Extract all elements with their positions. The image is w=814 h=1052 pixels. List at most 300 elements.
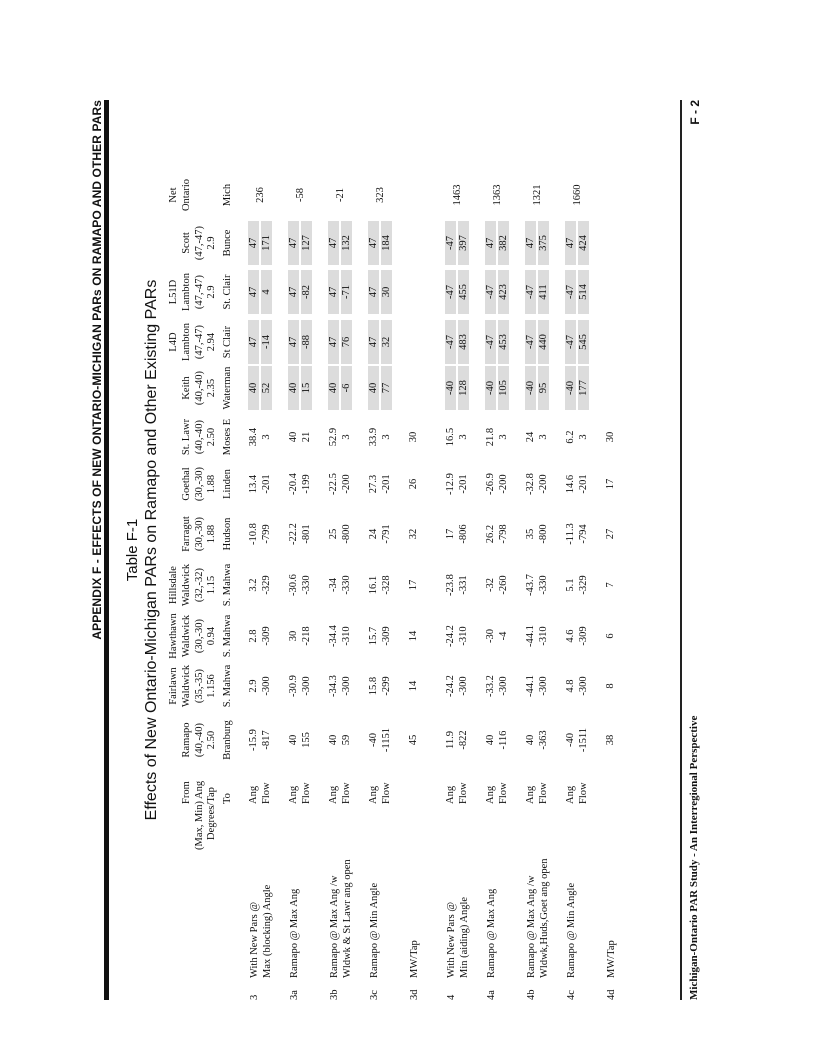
cell-flow: 424 — [578, 221, 589, 265]
cell-flow: -6 — [341, 366, 352, 410]
row-number: 3 — [249, 994, 260, 1000]
cell-flow: -799 — [261, 524, 272, 544]
cell-flow: -300 — [261, 676, 272, 696]
cell-angle: 47 — [248, 221, 259, 265]
cell-angle: -22.5 — [328, 473, 339, 495]
cell-angle: 47 — [368, 270, 379, 314]
column-header-line2: Farragut — [181, 516, 192, 552]
cell-flow: -309 — [578, 626, 589, 646]
cell-flow: 177 — [578, 366, 589, 410]
cell-angle: 8 — [605, 683, 616, 689]
cell-flow: 59 — [341, 734, 352, 746]
row-number: 3a — [289, 990, 300, 1000]
cell-angle: 33.9 — [368, 427, 379, 447]
cell-angle: 47 — [485, 221, 496, 265]
cell-angle: -47 — [565, 270, 576, 314]
column-header-to: Waterman — [222, 366, 233, 410]
row-label — [605, 940, 631, 1000]
column-header-line2: Waldwick — [181, 664, 192, 708]
cell-flow: 455 — [458, 270, 469, 314]
cell-angle: -40 — [565, 366, 576, 410]
cell-angle: 35 — [525, 528, 536, 540]
cell-flow: 128 — [458, 366, 469, 410]
cell-flow: 483 — [458, 320, 469, 364]
row-label — [248, 885, 274, 1000]
cell-flow: -201 — [578, 474, 589, 494]
cell-angle: 40 — [248, 366, 259, 410]
cell-angle: 14 — [408, 680, 419, 692]
cell-angle: 17 — [445, 528, 456, 540]
cell-angle: -47 — [565, 320, 576, 364]
column-header-range: (47,-47) — [194, 274, 205, 310]
row-type-flow: Flow — [498, 782, 509, 804]
row-type-ang: Ang — [565, 785, 576, 804]
cell-angle: 40 — [288, 734, 299, 746]
cell-flow: -1511 — [578, 727, 589, 753]
cell-flow: -363 — [538, 730, 549, 750]
cell-flow: 375 — [538, 221, 549, 265]
row-type-ang: Ang — [368, 785, 379, 804]
column-header-line2: Waldwick — [181, 614, 192, 658]
cell-flow: 171 — [261, 221, 272, 265]
stub-from: From — [181, 781, 192, 804]
cell-angle: 47 — [565, 221, 576, 265]
cell-angle: 47 — [248, 270, 259, 314]
cell-angle: -20.4 — [288, 473, 299, 495]
cell-angle: 47 — [248, 320, 259, 364]
cell-angle: -15.9 — [248, 729, 259, 751]
cell-angle: 45 — [408, 734, 419, 746]
stub-maxmin: (Max, Min) Ang — [194, 780, 205, 850]
cell-flow: -330 — [341, 575, 352, 595]
cell-flow: 397 — [458, 221, 469, 265]
cell-flow: 132 — [341, 221, 352, 265]
column-header-line2: Ontario — [181, 178, 192, 212]
cell-angle: 47 — [288, 270, 299, 314]
cell-flow: -328 — [381, 575, 392, 595]
row-label-line1: MW/Tap — [606, 940, 617, 978]
cell-flow: -201 — [458, 474, 469, 494]
row-label — [408, 940, 434, 1000]
cell-angle: 52.9 — [328, 427, 339, 447]
column-header-degrees: 2.94 — [206, 332, 217, 352]
row-type-flow: Flow — [261, 782, 272, 804]
cell-flow: 127 — [301, 221, 312, 265]
cell-angle: 47 — [328, 221, 339, 265]
cell-flow: 3 — [261, 434, 272, 440]
cell-flow: 52 — [261, 366, 272, 410]
cell-flow: -309 — [381, 626, 392, 646]
table-title: Table F-1 — [124, 518, 141, 582]
cell-flow: -310 — [538, 626, 549, 646]
column-header-degrees: 2.50 — [206, 730, 217, 750]
cell-flow: -199 — [301, 474, 312, 494]
column-header-to: S. Mahwa — [222, 664, 233, 708]
cell-angle: 27 — [605, 528, 616, 540]
cell-flow: -260 — [498, 575, 509, 595]
row-number: 3b — [329, 989, 340, 1000]
cell-angle: -24.2 — [445, 675, 456, 697]
column-header-to: Moses E — [222, 418, 233, 456]
cell-angle: -47 — [485, 320, 496, 364]
row-type-flow: Flow — [381, 782, 392, 804]
row-label-line2: Min (aiding) Angle — [459, 896, 470, 978]
cell-angle: -47 — [445, 320, 456, 364]
column-header-line1: Net — [168, 187, 179, 203]
cell-flow: 155 — [301, 732, 312, 748]
cell-angle: 7 — [605, 582, 616, 588]
column-header-degrees: 1.88 — [206, 524, 217, 544]
cell-flow: 514 — [578, 270, 589, 314]
cell-net-ontario-mich: 1660 — [572, 184, 583, 206]
cell-angle: -47 — [525, 320, 536, 364]
column-header-to: Mich — [222, 183, 233, 207]
cell-angle: 4.6 — [565, 629, 576, 643]
cell-angle: 26 — [408, 478, 419, 490]
row-label — [445, 897, 471, 1000]
cell-flow: -310 — [341, 626, 352, 646]
cell-flow: -801 — [301, 524, 312, 544]
cell-net-ontario-mich: 1363 — [492, 184, 503, 206]
row-label-line1: With New Pars @ — [446, 901, 457, 978]
cell-angle: 6 — [605, 633, 616, 639]
cell-angle: -40 — [485, 366, 496, 410]
row-label-line2 — [382, 978, 393, 1000]
cell-flow: -71 — [341, 270, 352, 314]
column-header-to: S. Mahwa — [222, 614, 233, 658]
cell-flow: -200 — [341, 474, 352, 494]
cell-angle: -34.3 — [328, 675, 339, 697]
cell-flow: 4 — [261, 270, 272, 314]
cell-angle: 15.7 — [368, 626, 379, 646]
cell-angle: 25 — [328, 528, 339, 540]
cell-flow: -794 — [578, 524, 589, 544]
row-type-ang: Ang — [485, 785, 496, 804]
row-type-flow: Flow — [458, 782, 469, 804]
cell-angle: -34 — [328, 578, 339, 592]
cell-net-ontario-mich: 1321 — [532, 184, 543, 206]
cell-angle: 3.2 — [248, 578, 259, 592]
column-header-line1: Hillsdale — [168, 566, 179, 604]
cell-angle: -24.2 — [445, 625, 456, 647]
column-header-degrees: 2.50 — [206, 427, 217, 447]
column-header-range: (32,-32) — [194, 567, 205, 603]
cell-flow: -800 — [341, 524, 352, 544]
row-label-line1: Ramapo @ Max Ang — [486, 888, 497, 978]
cell-net-ontario-mich: 1463 — [452, 184, 463, 206]
cell-angle: -47 — [485, 270, 496, 314]
cell-angle: -30.9 — [288, 675, 299, 697]
cell-flow: -201 — [261, 474, 272, 494]
cell-angle: 4.8 — [565, 679, 576, 693]
column-header-range: (40,-40) — [194, 722, 205, 758]
column-header-to: Linden — [222, 469, 233, 499]
column-header-line1: Hawthawn — [168, 613, 179, 659]
cell-angle: -30 — [485, 629, 496, 643]
cell-flow: -791 — [381, 524, 392, 544]
column-header-range: (30,-30) — [194, 466, 205, 502]
cell-angle: 40 — [328, 366, 339, 410]
column-header-degrees: 2.9 — [206, 236, 217, 250]
row-type-flow: Flow — [301, 782, 312, 804]
column-header-line2: Goethal — [181, 467, 192, 501]
cell-angle: -47 — [445, 270, 456, 314]
row-label-line1: Ramapo @ Max Ang — [289, 888, 300, 978]
cell-flow: -300 — [538, 676, 549, 696]
page-number: F - 2 — [688, 100, 702, 125]
cell-angle: -34.4 — [328, 625, 339, 647]
cell-angle: 14 — [408, 630, 419, 642]
cell-flow: 3 — [458, 434, 469, 440]
cell-angle: 30 — [408, 431, 419, 443]
cell-angle: -10.8 — [248, 523, 259, 545]
cell-net-ontario-mich: -58 — [295, 188, 306, 202]
row-label — [368, 883, 394, 1000]
cell-angle: -43.7 — [525, 574, 536, 596]
row-label-line1: Ramapo @ Max Ang /w — [329, 875, 340, 978]
cell-flow: 411 — [538, 270, 549, 314]
cell-flow: -817 — [261, 730, 272, 750]
column-header-range: (35,-35) — [194, 668, 205, 704]
cell-angle: 47 — [288, 320, 299, 364]
column-header-to: Branburg — [222, 720, 233, 760]
row-number: 4 — [446, 994, 457, 1000]
cell-angle: 40 — [288, 366, 299, 410]
row-type-ang: Ang — [248, 785, 259, 804]
cell-flow: -200 — [498, 474, 509, 494]
cell-flow: -1151 — [381, 727, 392, 753]
cell-flow: -300 — [458, 676, 469, 696]
column-header-degrees: 1.15 — [206, 575, 217, 595]
cell-angle: 40 — [288, 431, 299, 443]
column-header-line1: Fairlawn — [168, 667, 179, 705]
cell-angle: 21.8 — [485, 427, 496, 447]
column-header-line2: Lambton — [181, 323, 192, 361]
cell-angle: 38 — [605, 734, 616, 746]
row-label — [328, 859, 354, 1000]
row-number: 3d — [409, 989, 420, 1000]
column-header-range: (40,-40) — [194, 370, 205, 406]
appendix-header: APPENDIX F - EFFECTS OF NEW ONTARIO-MICHIGAN PARs ON RAMAPO AND OTHER PARs — [90, 100, 104, 640]
column-header-range: (30,-30) — [194, 516, 205, 552]
cell-angle: 47 — [328, 320, 339, 364]
column-header-to: S. Mahwa — [222, 563, 233, 607]
cell-flow: -200 — [538, 474, 549, 494]
cell-angle: -26.9 — [485, 473, 496, 495]
cell-flow: -300 — [498, 676, 509, 696]
cell-angle: -33.2 — [485, 675, 496, 697]
cell-angle: 47 — [368, 221, 379, 265]
cell-angle: 24 — [368, 528, 379, 540]
row-type-ang: Ang — [525, 785, 536, 804]
cell-angle: 40 — [328, 734, 339, 746]
cell-angle: 47 — [328, 270, 339, 314]
cell-flow: -14 — [261, 320, 272, 364]
row-label — [525, 858, 551, 1000]
row-label — [565, 883, 591, 1000]
cell-flow: -4 — [498, 631, 509, 641]
cell-angle: -30.6 — [288, 574, 299, 596]
row-type-flow: Flow — [341, 782, 352, 804]
column-header-line2: Lambton — [181, 273, 192, 311]
cell-net-ontario-mich: -21 — [335, 188, 346, 202]
cell-angle: 26.2 — [485, 524, 496, 544]
table-subtitle: Effects of New Ontario-Michigan PARs on Ramapo and Other Existing PARs — [143, 279, 160, 821]
cell-angle: 47 — [288, 221, 299, 265]
row-label-line1: With New Pars @ — [249, 901, 260, 978]
cell-angle: 11.9 — [445, 731, 456, 749]
cell-flow: 76 — [341, 320, 352, 364]
cell-angle: -40 — [368, 733, 379, 747]
row-type-ang: Ang — [288, 785, 299, 804]
row-label-line2: Max (blocking) Angle — [262, 884, 273, 978]
cell-flow: -300 — [578, 676, 589, 696]
cell-angle: 40 — [525, 734, 536, 746]
cell-angle: 38.4 — [248, 427, 259, 447]
cell-angle: -47 — [525, 270, 536, 314]
cell-angle: -11.3 — [565, 523, 576, 545]
cell-flow: -329 — [261, 575, 272, 595]
cell-flow: -218 — [301, 626, 312, 646]
row-number: 4b — [526, 989, 537, 1000]
cell-flow: -299 — [381, 676, 392, 696]
column-header-line1: L51D — [168, 279, 179, 305]
cell-flow: -201 — [381, 474, 392, 494]
cell-flow: -330 — [538, 575, 549, 595]
cell-net-ontario-mich: 236 — [255, 187, 266, 203]
row-number: 4a — [486, 990, 497, 1000]
cell-flow: 453 — [498, 320, 509, 364]
column-header-line2: Waldwick — [181, 563, 192, 607]
row-type-flow: Flow — [578, 782, 589, 804]
cell-flow: -300 — [301, 676, 312, 696]
cell-flow: 21 — [301, 431, 312, 443]
cell-flow: -82 — [301, 270, 312, 314]
cell-angle: 30 — [288, 630, 299, 642]
cell-angle: -22.2 — [288, 523, 299, 545]
cell-flow: 3 — [381, 434, 392, 440]
cell-angle: 40 — [485, 734, 496, 746]
cell-angle: -32.8 — [525, 473, 536, 495]
cell-angle: 32 — [408, 528, 419, 540]
cell-flow: 3 — [578, 434, 589, 440]
cell-angle: -23.8 — [445, 574, 456, 596]
row-label — [485, 889, 511, 1000]
stub-degrees: Degrees/Tap — [206, 787, 217, 840]
row-label-line2 — [579, 978, 590, 1000]
row-label-line1: Ramapo @ Max Ang /w — [526, 875, 537, 978]
column-header-range: (47,-47) — [194, 324, 205, 360]
cell-flow: -806 — [458, 524, 469, 544]
footer-rule — [680, 100, 682, 1000]
cell-angle: 47 — [525, 221, 536, 265]
row-label-line2 — [499, 978, 510, 1000]
row-label-line2 — [422, 978, 433, 1000]
column-header-degrees: 0.94 — [206, 626, 217, 646]
cell-angle: 5.1 — [565, 578, 576, 592]
column-header-line1: L4D — [168, 332, 179, 352]
cell-flow: 15 — [301, 366, 312, 410]
footer-study-title: Michigan-Ontario PAR Study - An Interregional Perspective — [688, 715, 700, 1000]
cell-flow: -88 — [301, 320, 312, 364]
row-label-line2: Wldwk,Huds,Goet ang open — [539, 858, 550, 978]
cell-angle: 27.3 — [368, 474, 379, 494]
cell-angle: 13.4 — [248, 474, 259, 494]
cell-flow: -800 — [538, 524, 549, 544]
cell-flow: 3 — [538, 434, 549, 440]
cell-flow: 3 — [341, 434, 352, 440]
cell-angle: 24 — [525, 431, 536, 443]
column-header-line2: Scott — [181, 232, 192, 254]
cell-flow: -822 — [458, 730, 469, 750]
cell-flow: -329 — [578, 575, 589, 595]
cell-flow: 382 — [498, 221, 509, 265]
cell-net-ontario-mich: 323 — [375, 187, 386, 203]
row-label-line2 — [619, 978, 630, 1000]
cell-angle: 2.9 — [248, 679, 259, 693]
rotated-page — [90, 100, 730, 1000]
cell-flow: 77 — [381, 366, 392, 410]
cell-flow: 3 — [498, 434, 509, 440]
cell-angle: -47 — [445, 221, 456, 265]
cell-angle: 2.8 — [248, 629, 259, 643]
cell-flow: -300 — [341, 676, 352, 696]
cell-angle: 15.8 — [368, 676, 379, 696]
cell-flow: -330 — [301, 575, 312, 595]
cell-flow: -331 — [458, 575, 469, 595]
cell-flow: 545 — [578, 320, 589, 364]
column-header-degrees: 1.88 — [206, 474, 217, 494]
column-header-line2: Keith — [181, 376, 192, 400]
cell-flow: 423 — [498, 270, 509, 314]
column-header-degrees: 2.9 — [206, 285, 217, 299]
row-number: 4d — [606, 989, 617, 1000]
cell-flow: 184 — [381, 221, 392, 265]
cell-flow: -309 — [261, 626, 272, 646]
column-header-line2: St. Lawr — [181, 418, 192, 456]
row-type-flow: Flow — [538, 782, 549, 804]
row-number: 3c — [369, 990, 380, 1000]
cell-flow: 30 — [381, 270, 392, 314]
stub-to: To — [222, 793, 233, 804]
column-header-degrees: 2.35 — [206, 378, 217, 398]
cell-angle: 16.5 — [445, 427, 456, 447]
cell-angle: 30 — [605, 431, 616, 443]
row-label-line1: Ramapo @ Min Angle — [369, 882, 380, 978]
row-label-line2: Wldwk & St Lawr ang open — [342, 859, 353, 978]
row-label-line1: Ramapo @ Min Angle — [566, 882, 577, 978]
cell-angle: 14.6 — [565, 474, 576, 494]
cell-flow: 32 — [381, 320, 392, 364]
cell-flow: 105 — [498, 366, 509, 410]
cell-angle: -44.1 — [525, 625, 536, 647]
column-header-range: (40,-40) — [194, 419, 205, 455]
header-rule — [104, 100, 109, 1000]
cell-angle: -32 — [485, 578, 496, 592]
cell-flow: -116 — [498, 730, 509, 750]
column-header-to: Hudson — [222, 517, 233, 551]
cell-angle: 17 — [605, 478, 616, 490]
cell-angle: 40 — [368, 366, 379, 410]
cell-angle: -40 — [525, 366, 536, 410]
cell-angle: 6.2 — [565, 430, 576, 444]
column-header-range: (30,-30) — [194, 618, 205, 654]
cell-angle: -40 — [445, 366, 456, 410]
column-header-to: St. Clair — [222, 274, 233, 310]
row-label-line2 — [302, 978, 313, 1000]
row-label-line1: MW/Tap — [409, 940, 420, 978]
column-header-degrees: 1.156 — [206, 674, 217, 698]
